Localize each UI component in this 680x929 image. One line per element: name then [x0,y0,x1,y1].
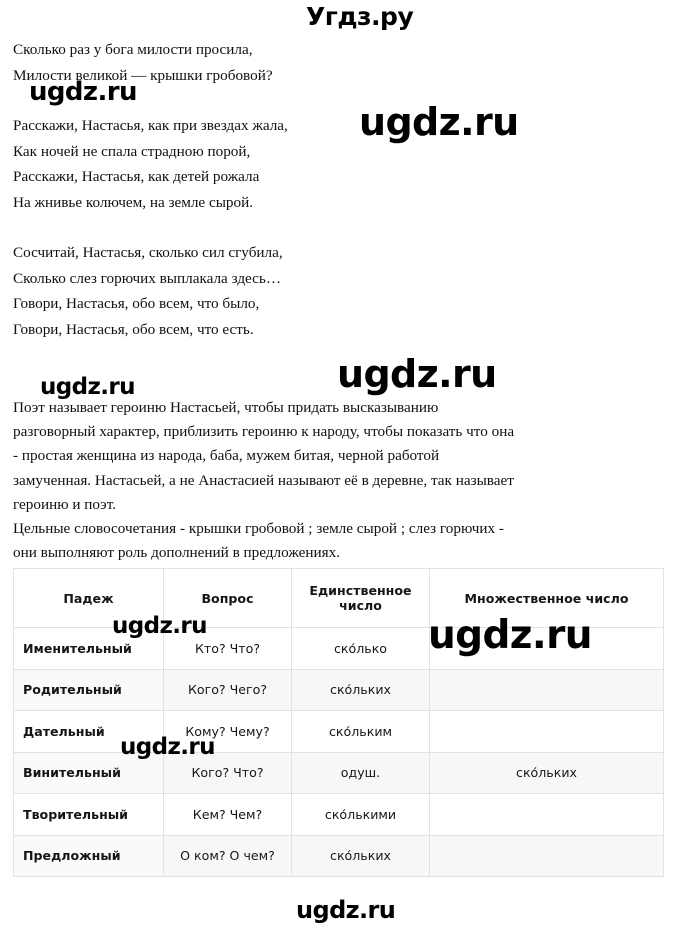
table-row [14,711,664,753]
cell-case: Творительный [14,794,164,836]
watermark: ugdz.ru [112,613,207,639]
cell-question: Кого? Чего? [164,669,292,711]
cell-case: Предложный [14,835,164,877]
cell-case: Родительный [14,669,164,711]
answer-line: - простая женщина из народа, баба, мужем битая, черной работой [13,447,440,465]
answer-line: они выполняют роль дополнений в предложениях. [13,544,340,562]
answer-line: Цельные словосочетания - крышки гробовой ; земле сырой ; слез горючих - [13,520,504,538]
cell-singular: ско́льким [292,711,430,753]
poem-line: Говори, Настасья, обо всем, что есть. [13,320,254,338]
poem-line: Милости великой — крышки гробовой? [13,66,273,84]
watermark: ugdz.ru [428,613,592,658]
cell-question: Кому? Чему? [164,711,292,753]
watermark: ugdz.ru [29,77,137,107]
cell-singular: ско́лько [292,628,430,670]
cell-case: Винительный [14,752,164,794]
cell-singular: ско́лькими [292,794,430,836]
table-header-row [14,569,664,628]
cell-plural: ско́льких [430,752,664,794]
cell-singular: одуш. [292,752,430,794]
poem-line: Расскажи, Настасья, как детей рожала [13,168,260,185]
table-row [14,835,664,877]
table-row [14,628,664,670]
column-header-case: Падеж [14,569,164,628]
poem-line: Расскажи, Настасья, как при звездах жала, [13,117,288,134]
poem-line: На жнивье колючем, на земле сырой. [13,193,254,211]
cell-singular: ско́льких [292,669,430,711]
cell-plural [430,711,664,753]
site-logo: Угдз.ру [306,2,414,31]
poem-stanza-1 [13,37,273,88]
table-row [14,752,664,794]
cell-plural [430,794,664,836]
cell-question: Кого? Что? [164,752,292,794]
answer-line: замученная. Настасьей, а не Анастасией называют её в деревне, так называет [13,471,514,489]
poem-stanza-3 [13,240,283,342]
poem-stanza-2 [13,113,288,215]
poem-line: Сосчитай, Настасья, сколько сил сгубила, [13,244,283,261]
cell-case: Именительный [14,628,164,670]
answer-line: Поэт называет героиню Настасьей, чтобы придать высказыванию [13,399,439,416]
cell-question: Кем? Чем? [164,794,292,836]
cell-plural [430,835,664,877]
declension-table-container [13,568,663,877]
column-header-singular: Единственное число [292,569,430,628]
column-header-question: Вопрос [164,569,292,628]
poem-line: Сколько слез горючих выплакала здесь… [13,269,282,287]
table-row [14,669,664,711]
poem-line: Как ночей не спала страдною порой, [13,142,251,160]
answer-line: героиню и поэт. [13,495,116,513]
watermark: ugdz.ru [40,374,135,400]
table-header [14,569,664,628]
watermark: ugdz.ru [337,352,497,396]
answer-line: разговорный характер, приблизить героиню к народу, чтобы показать что она [13,423,515,441]
footer-watermark: ugdz.ru [296,896,396,924]
declension-table [13,568,664,877]
poem-line: Сколько раз у бога милости просила, [13,41,253,58]
watermark: ugdz.ru [120,734,215,760]
table-body [14,628,664,877]
cell-case: Дательный [14,711,164,753]
watermark: ugdz.ru [359,100,519,144]
answer-text [13,396,668,565]
column-header-plural: Множественное число [430,569,664,628]
poem-line: Говори, Настасья, обо всем, что было, [13,295,260,312]
table-row [14,794,664,836]
cell-plural [430,628,664,670]
cell-plural [430,669,664,711]
cell-question: О ком? О чем? [164,835,292,877]
cell-singular: ско́льких [292,835,430,877]
cell-question: Кто? Что? [164,628,292,670]
